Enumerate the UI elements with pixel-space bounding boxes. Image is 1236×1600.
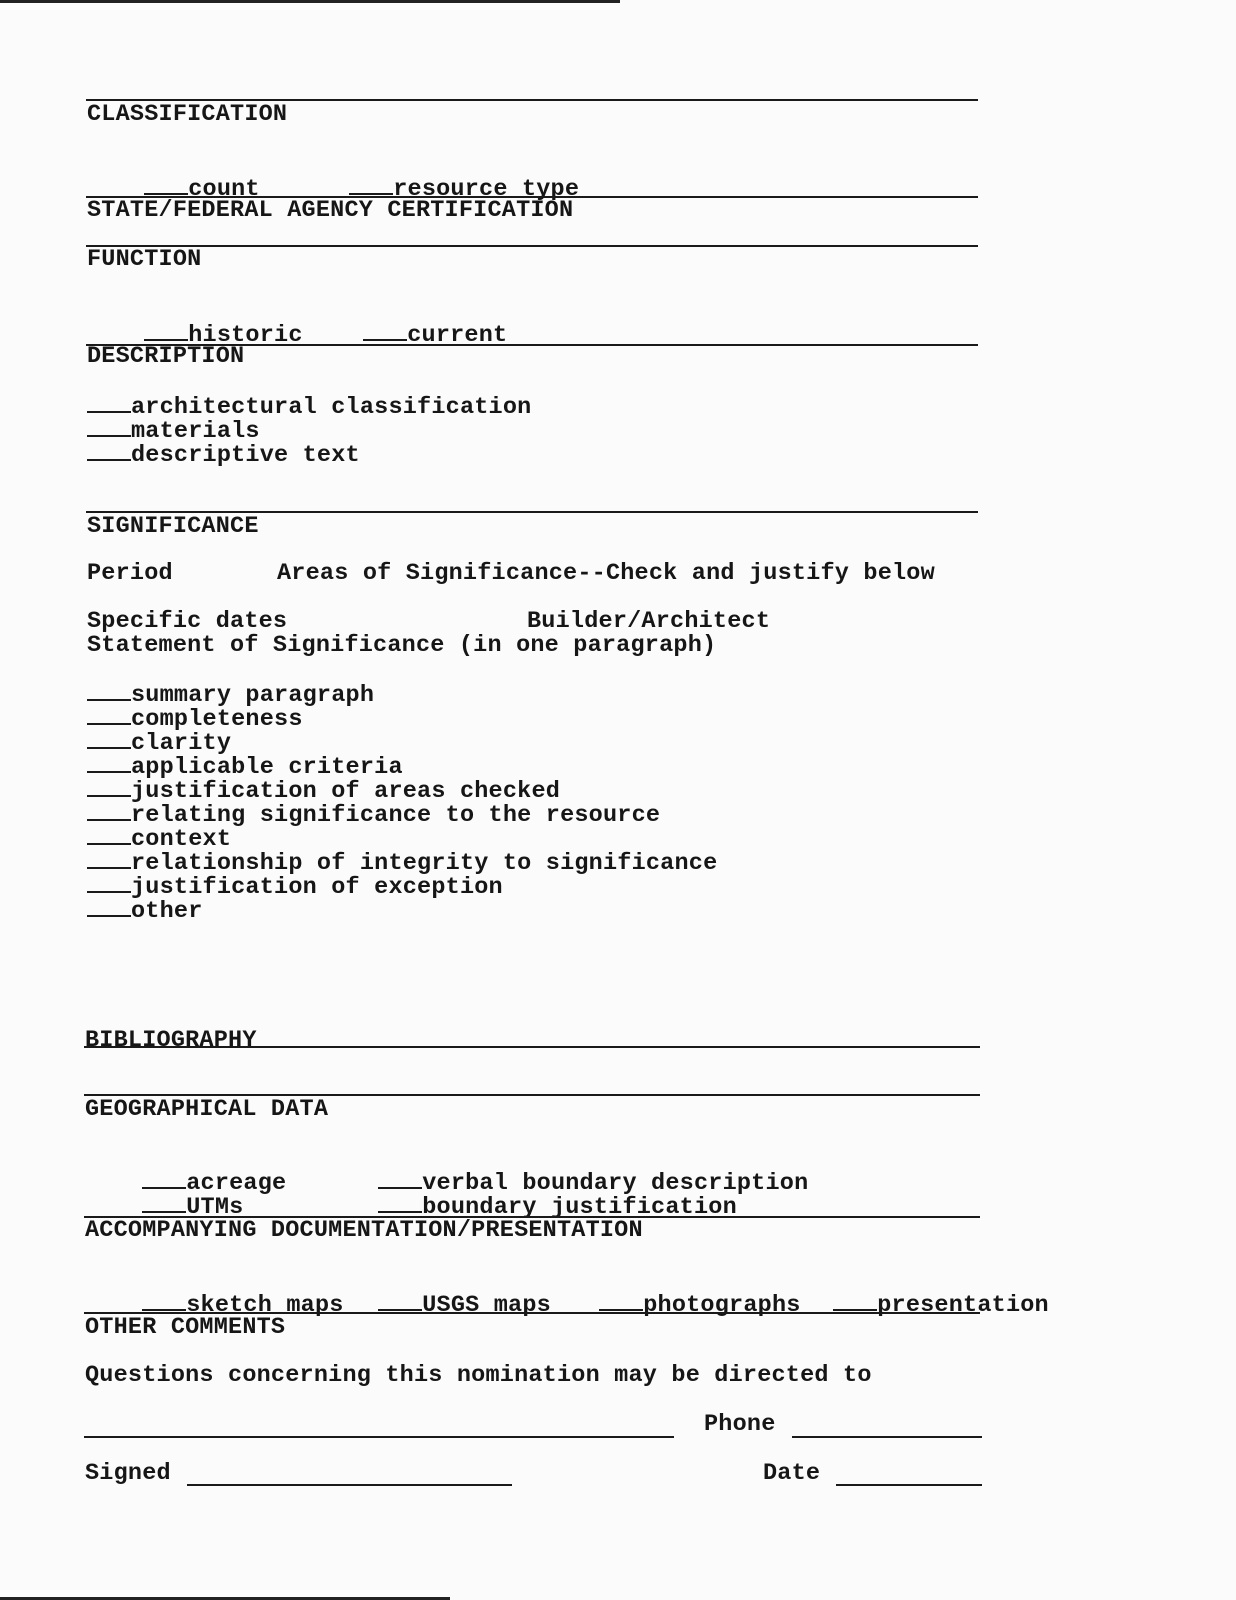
sketch-maps-label: sketch maps [186,1292,344,1319]
count-blank[interactable] [144,175,188,195]
item-blank[interactable] [87,753,131,773]
specific-dates-label: Specific dates [87,608,288,635]
item-blank[interactable] [87,777,131,797]
sketch-maps-blank[interactable] [142,1291,186,1311]
section-rule-function [86,245,978,247]
item-label: descriptive text [131,442,360,469]
presentation-blank[interactable] [833,1291,877,1311]
resource-type-label: resource type [393,176,580,203]
description-heading: DESCRIPTION [87,343,245,370]
questions-label: Questions concerning this nomination may be directed to [85,1362,872,1389]
boundary-justification-blank[interactable] [378,1193,422,1213]
usgs-maps-label: USGS maps [422,1292,551,1319]
bibliography-heading: BIBLIOGRAPHY [85,1027,257,1054]
item-blank[interactable] [87,825,131,845]
acreage-label: acreage [186,1170,287,1197]
presentation-label: presentation [877,1292,1049,1319]
item-label: completeness [131,706,303,733]
contact-name-line[interactable] [84,1436,674,1438]
item-label: relationship of integrity to significance [131,850,718,877]
item-label: justification of exception [131,874,503,901]
utms-label: UTMs [186,1194,244,1221]
signature-line[interactable] [187,1484,512,1486]
item-blank[interactable] [87,393,131,413]
item-label: materials [131,418,260,445]
geographical-data-heading: GEOGRAPHICAL DATA [85,1096,329,1123]
item-blank[interactable] [87,729,131,749]
description-checklist [87,393,532,469]
significance-heading: SIGNIFICANCE [87,513,259,540]
date-line[interactable] [836,1484,982,1486]
item-blank[interactable] [87,681,131,701]
boundary-justification-label: boundary justification [422,1194,737,1221]
scan-edge-top [0,0,620,3]
current-checkbox-item[interactable] [306,297,507,372]
item-label: other [131,898,203,925]
item-label: justification of areas checked [131,778,561,805]
current-blank[interactable] [363,321,407,341]
item-blank[interactable] [87,873,131,893]
photographs-blank[interactable] [599,1291,643,1311]
list-item[interactable] [87,393,532,421]
item-label: architectural classification [131,394,532,421]
item-blank[interactable] [87,705,131,725]
item-label: applicable criteria [131,754,403,781]
signed-label: Signed [85,1460,171,1487]
other-comments-heading: OTHER COMMENTS [85,1314,286,1341]
photographs-checkbox-item[interactable] [542,1267,801,1342]
phone-label: Phone [704,1411,776,1438]
current-label: current [407,322,508,349]
list-item[interactable] [87,849,718,877]
list-item[interactable] [87,441,531,469]
classification-heading: CLASSIFICATION [87,101,288,128]
usgs-maps-blank[interactable] [378,1291,422,1311]
certification-heading: STATE/FEDERAL AGENCY CERTIFICATION [87,197,574,224]
historic-label: historic [188,322,303,349]
item-label: clarity [131,730,232,757]
list-item[interactable] [87,681,717,709]
item-blank[interactable] [87,849,131,869]
verbal-boundary-label: verbal boundary description [422,1170,809,1197]
item-blank[interactable] [87,897,131,917]
item-blank[interactable] [87,801,131,821]
usgs-maps-checkbox-item[interactable] [321,1267,551,1342]
historic-blank[interactable] [144,321,188,341]
list-item[interactable] [87,705,717,733]
list-item[interactable] [87,801,717,829]
item-label: relating significance to the resource [131,802,661,829]
period-label: Period [87,560,173,587]
date-label: Date [763,1460,821,1487]
documentation-heading: ACCOMPANYING DOCUMENTATION/PRESENTATION [85,1217,643,1244]
statement-of-significance-label: Statement of Significance (in one paragraph) [87,632,717,659]
function-heading: FUNCTION [87,246,202,273]
item-label: context [131,826,232,853]
photographs-label: photographs [643,1292,801,1319]
resource-type-blank[interactable] [349,175,393,195]
utms-blank[interactable] [142,1193,186,1213]
item-label: summary paragraph [131,682,375,709]
item-blank[interactable] [87,417,131,437]
phone-line[interactable] [792,1436,982,1438]
count-label: count [188,176,260,203]
list-item[interactable] [87,729,717,757]
presentation-checkbox-item[interactable] [776,1267,1049,1342]
list-item[interactable] [87,753,717,781]
areas-of-significance-label: Areas of Significance--Check and justify below [277,560,935,587]
significance-checklist [87,681,718,925]
builder-architect-label: Builder/Architect [527,608,771,635]
list-item[interactable] [87,777,717,805]
item-blank[interactable] [87,441,131,461]
